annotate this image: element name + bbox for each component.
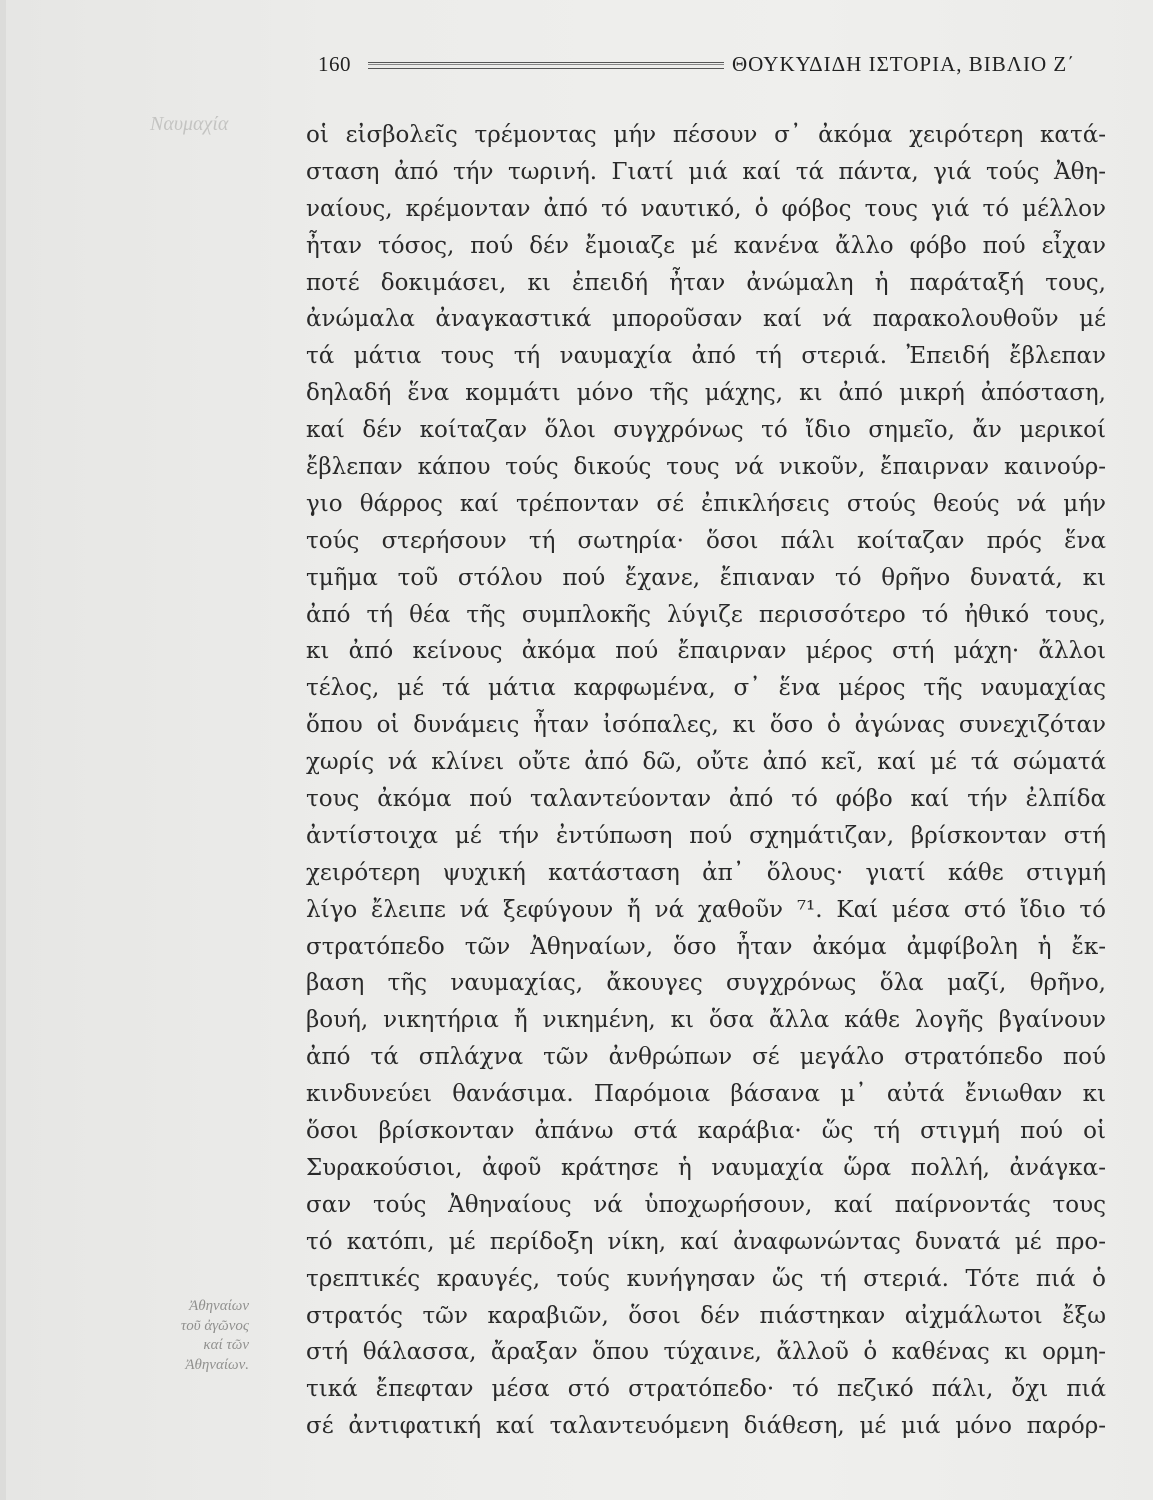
text-line: τρεπτικές κραυγές, τούς κυνήγησαν ὥς τή στεριά. Τότε πιά ὁ: [306, 1265, 1106, 1292]
text-line: στή θάλασσα, ἄραξαν ὅπου τύχαινε, ἄλλοῦ ὁ καθένας κι ορμη-: [306, 1339, 1106, 1366]
text-line: βαση τῆς ναυμαχίας, ἄκουγες συγχρόνως ὅλα μαζί, θρῆνο,: [306, 970, 1106, 997]
show-through-margin-text: Ναυμαχία: [150, 113, 229, 135]
body-text: [306, 117, 1106, 1445]
text-line: σαν τούς Ἀθηναίους νά ὑποχωρήσουν, καί παίρνοντάς τους: [306, 1191, 1106, 1218]
page-edge-shadow: [0, 0, 6, 1500]
text-line: σέ ἀντιφατική καί ταλαντευόμενη διάθεση, μέ μιά μόνο παρόρ-: [306, 1413, 1106, 1440]
text-line: ναίους, κρέμονταν ἀπό τό ναυτικό, ὁ φόβος τους γιά τό μέλλον: [306, 195, 1106, 222]
text-line: ἦταν τόσος, πού δέν ἔμοιαζε μέ κανένα ἄλλο φόβο πού εἶχαν: [306, 232, 1106, 259]
text-line: τό κατόπι, μέ περίδοξη νίκη, καί ἀναφωνώντας δυνατά μέ προ-: [306, 1228, 1106, 1255]
text-line: ὅπου οἱ δυνάμεις ἦταν ἰσόπαλες, κι ὅσο ὁ ἀγώνας συνεχιζόταν: [306, 712, 1106, 739]
text-line: στρατός τῶν καραβιῶν, ὅσοι δέν πιάστηκαν αἰχμάλωτοι ἔξω: [306, 1302, 1106, 1329]
running-header: [318, 52, 1138, 82]
text-line: βουή, νικητήρια ἤ νικημένη, κι ὅσα ἄλλα κάθε λογῆς βγαίνουν: [306, 1007, 1106, 1034]
text-line: οἱ εἰσβολεῖς τρέμοντας μήν πέσουν σ᾽ ἀκόμα χειρότερη κατά-: [306, 122, 1106, 148]
text-line: ἀντίστοιχα μέ τήν ἐντύπωση πού σχημάτιζαν, βρίσκονταν στή: [306, 822, 1106, 849]
text-line: δηλαδή ἕνα κομμάτι μόνο τῆς μάχης, κι ἀπό μικρή ἀπόσταση,: [306, 380, 1106, 407]
page-number: 160: [318, 52, 351, 76]
text-line: τους ἀκόμα πού ταλαντεύονταν ἀπό τό φόβο καί τήν ἐλπίδα: [306, 786, 1106, 813]
margin-note-line: καί τῶν: [203, 1337, 249, 1353]
text-line: τέλος, μέ τά μάτια καρφωμένα, σ᾽ ἕνα μέρος τῆς ναυμαχίας: [306, 675, 1106, 702]
margin-note-line: τοῦ ἀγῶνος: [180, 1317, 249, 1334]
margin-note-line: Ἀθηναίων: [189, 1298, 249, 1314]
text-line: ὅσοι βρίσκονταν ἀπάνω στά καράβια· ὥς τή στιγμή πού οἱ: [306, 1118, 1106, 1145]
text-line: κινδυνεύει θανάσιμα. Παρόμοια βάσανα μ᾽ αὐτά ἔνιωθαν κι: [306, 1081, 1106, 1108]
text-line: γιο θάρρος καί τρέπονταν σέ ἐπικλήσεις στούς θεούς νά μήν: [306, 490, 1106, 517]
text-line: σταση ἀπό τήν τωρινή. Γιατί μιά καί τά πάντα, γιά τούς Ἀθη-: [306, 158, 1106, 185]
text-line: τικά ἔπεφταν μέσα στό στρατόπεδο· τό πεζικό πάλι, ὄχι πιά: [306, 1376, 1106, 1403]
text-line: ἀπό τή θέα τῆς συμπλοκῆς λύγιζε περισσότερο τό ἠθικό τους,: [306, 601, 1106, 628]
text-line: λίγο ἔλειπε νά ξεφύγουν ἤ νά χαθοῦν ⁷¹. Καί μέσα στό ἴδιο τό: [306, 896, 1106, 923]
text-line: ἔβλεπαν κάπου τούς δικούς τους νά νικοῦν, ἔπαιρναν καινούρ-: [306, 454, 1106, 481]
text-line: στρατόπεδο τῶν Ἀθηναίων, ὅσο ἦταν ἀκόμα ἀμφίβολη ἡ ἔκ-: [306, 933, 1106, 960]
text-line: τά μάτια τους τή ναυμαχία ἀπό τή στεριά. Ἐπειδή ἔβλεπαν: [306, 343, 1106, 370]
text-line: χωρίς νά κλίνει οὔτε ἀπό δῶ, οὔτε ἀπό κεῖ, καί μέ τά σώματά: [306, 749, 1106, 776]
margin-note-line: Ἀθηναίων.: [185, 1356, 249, 1373]
text-line: χειρότερη ψυχική κατάσταση ἀπ᾽ ὅλους· γιατί κάθε στιγμή: [306, 859, 1106, 886]
text-line: τούς στερήσουν τή σωτηρία· ὅσοι πάλι κοίταζαν πρός ἕνα: [306, 527, 1106, 554]
text-line: τμῆμα τοῦ στόλου πού ἔχανε, ἔπιαναν τό θρῆνο δυνατά, κι: [306, 564, 1106, 591]
text-line: ποτέ δοκιμάσει, κι ἐπειδή ἦταν ἀνώμαλη ἡ παράταξή τους,: [306, 269, 1106, 296]
text-line: κι ἀπό κείνους ἀκόμα πού ἔπαιρναν μέρος στή μάχη· ἄλλοι: [306, 638, 1106, 665]
running-title: ΘΟΥΚΥΔΙΔΗ ΙΣΤΟΡΙΑ, ΒΙΒΛΙΟ Ζ΄: [732, 52, 1076, 76]
text-line: ἀπό τά σπλάχνα τῶν ἀνθρώπων σέ μεγάλο στρατόπεδο πού: [306, 1044, 1106, 1071]
margin-note: [104, 1297, 249, 1375]
text-line: καί δέν κοίταζαν ὅλοι συγχρόνως τό ἴδιο σημεῖο, ἄν μερικοί: [306, 417, 1106, 444]
text-line: ἀνώμαλα ἀναγκαστικά μποροῦσαν καί νά παρακολουθοῦν μέ: [306, 306, 1106, 333]
text-line: Συρακούσιοι, ἀφοῦ κράτησε ἡ ναυμαχία ὥρα πολλή, ἀνάγκα-: [306, 1154, 1106, 1181]
header-rule: [368, 62, 724, 69]
